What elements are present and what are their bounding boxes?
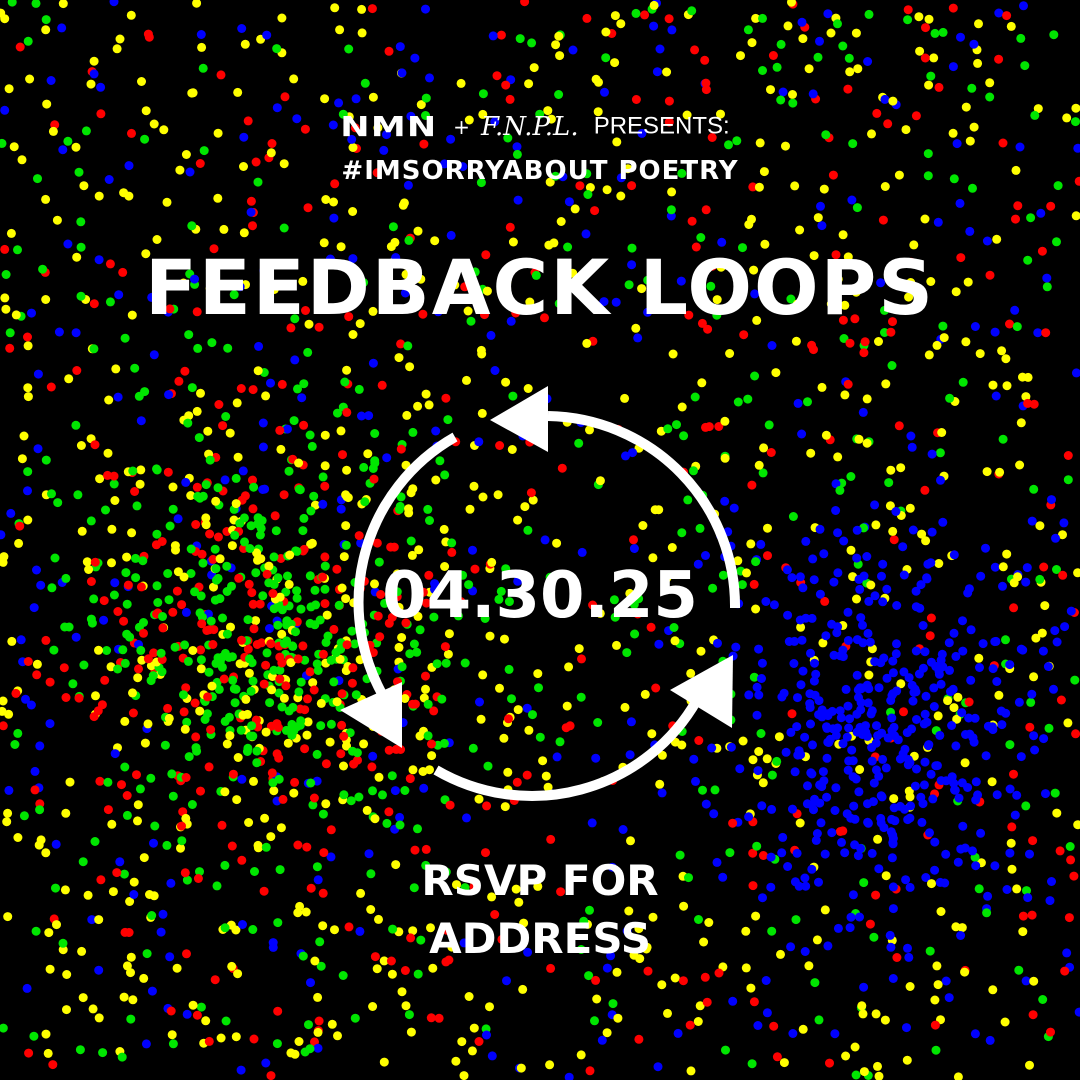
rsvp-line-1: RSVP FOR [421, 856, 659, 905]
event-date: 04.30.25 [382, 559, 698, 633]
rsvp-line-2: ADDRESS [429, 914, 651, 963]
nmn-logo: NMN [340, 110, 438, 143]
event-title: FEEDBACK LOOPS [144, 243, 936, 332]
fnpl-logo: F.N.P.L. [480, 111, 579, 142]
cycle-arc-bottom [436, 700, 697, 796]
presents-label: PRESENTS: [593, 112, 730, 140]
cycle-arrowhead-top [490, 386, 548, 452]
plus-sign: + [453, 114, 470, 139]
rsvp-callout [0, 852, 1080, 968]
presenter-line [0, 110, 1080, 143]
series-hashtag: #IMSORRYABOUT POETRY [341, 156, 739, 186]
cycle-arrowhead-right [670, 655, 733, 728]
cycle-arrowhead-left [340, 682, 402, 748]
